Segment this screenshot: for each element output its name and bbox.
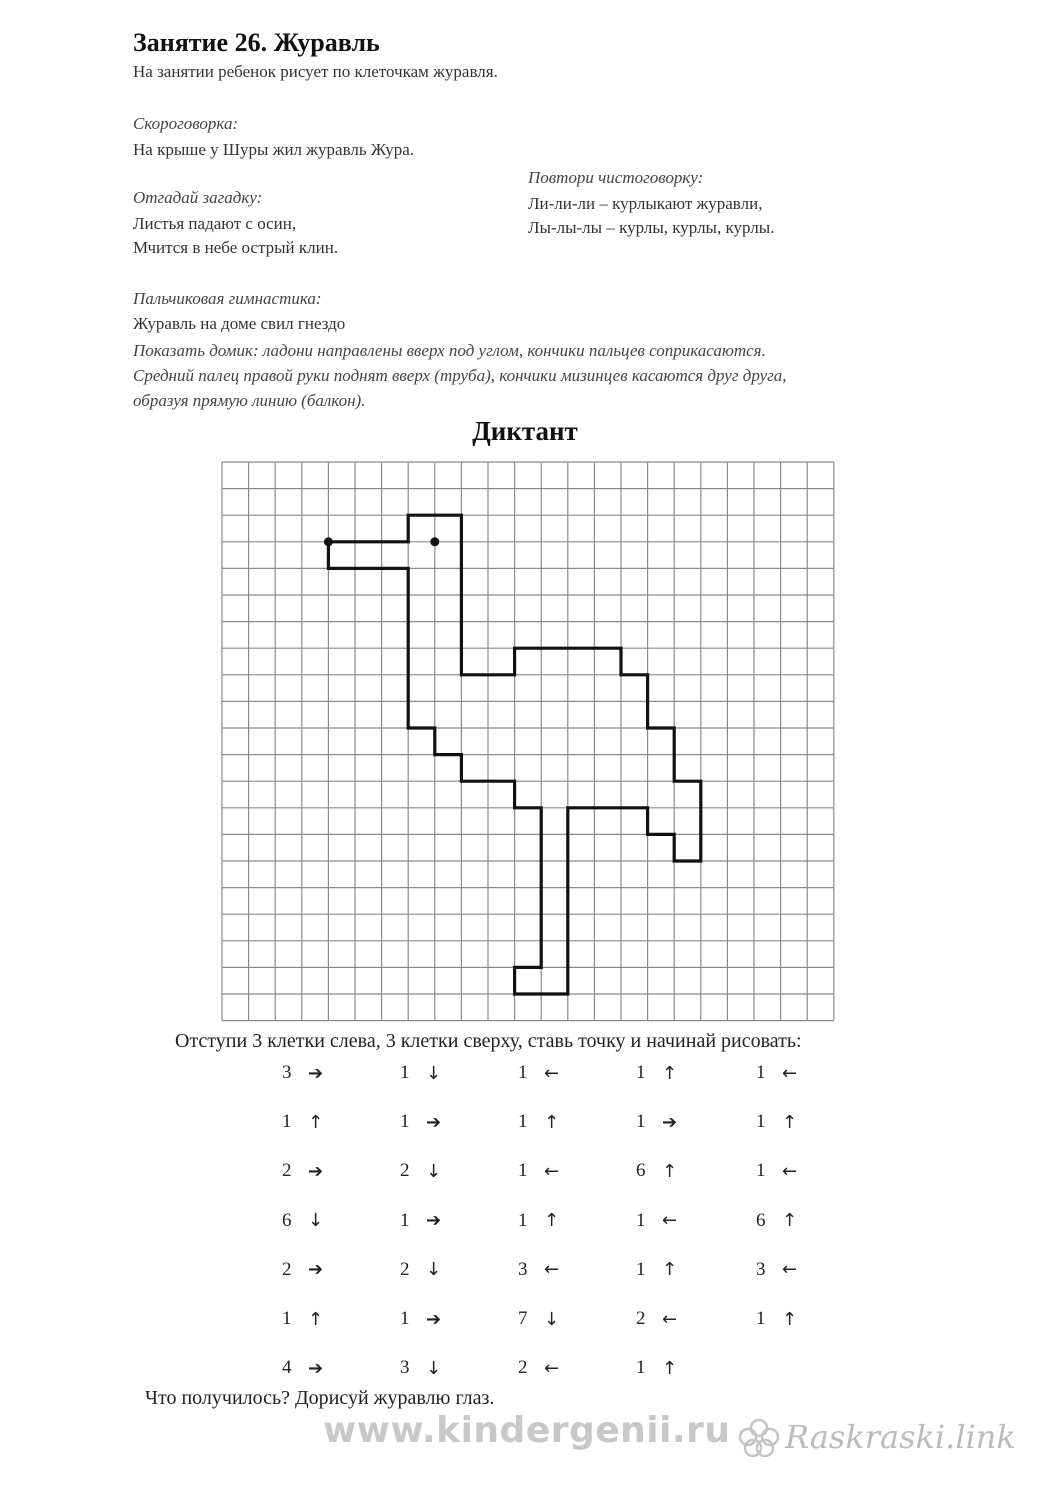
crane-eye [430, 537, 439, 546]
step-count: 1 [756, 1160, 766, 1182]
arrow-up-icon: ↑ [662, 1062, 678, 1084]
step-count: 1 [636, 1111, 646, 1133]
command-cell [636, 1062, 677, 1084]
step-count: 1 [518, 1111, 528, 1133]
step-count: 1 [636, 1209, 646, 1231]
arrow-up-icon: ↑ [308, 1111, 324, 1133]
arrow-left-icon: ← [782, 1160, 798, 1182]
command-cell [636, 1111, 677, 1133]
command-cell [636, 1357, 677, 1379]
command-cell [282, 1308, 323, 1330]
flower-logo-icon [735, 1417, 783, 1457]
command-cell [636, 1160, 677, 1182]
arrow-left-icon: ← [544, 1062, 560, 1084]
command-cell [282, 1259, 323, 1281]
command-cell [756, 1308, 797, 1330]
command-cell [282, 1160, 323, 1182]
step-count: 1 [518, 1062, 528, 1083]
step-count: 2 [282, 1258, 292, 1280]
page-title: Занятие 26. Журавль [133, 28, 380, 57]
finger-gym-label: Пальчиковая гимнастика: [133, 289, 322, 308]
subtitle: На занятии ребенок рисует по клеточкам журавля. [133, 62, 498, 81]
arrow-right-icon: ➔ [308, 1357, 324, 1379]
arrow-down-icon: ↓ [308, 1210, 324, 1232]
arrow-up-icon: ↑ [662, 1259, 678, 1281]
step-count: 1 [282, 1308, 292, 1329]
command-cell [518, 1259, 559, 1281]
command-cell [518, 1160, 559, 1182]
command-cell [400, 1160, 441, 1182]
step-count: 1 [400, 1209, 410, 1231]
arrow-right-icon: ➔ [426, 1111, 442, 1133]
arrow-down-icon: ↓ [426, 1062, 442, 1084]
step-count: 2 [636, 1308, 646, 1329]
arrow-down-icon: ↓ [426, 1259, 442, 1281]
riddle-line-1: Листья падают с осин, [133, 214, 297, 233]
watermark-kindergenii: www.kindergenii.ru [323, 1410, 731, 1451]
step-count: 2 [282, 1160, 292, 1182]
riddle-line-2: Мчится в небе острый клин. [133, 238, 339, 257]
arrow-right-icon: ➔ [662, 1111, 678, 1133]
arrow-right-icon: ➔ [308, 1259, 324, 1281]
step-count: 3 [400, 1357, 410, 1379]
command-cell [400, 1210, 441, 1232]
command-cell [282, 1062, 323, 1084]
arrow-up-icon: ↑ [662, 1357, 678, 1379]
arrow-up-icon: ↑ [782, 1111, 798, 1133]
step-count: 1 [756, 1062, 766, 1083]
step-count: 1 [756, 1111, 766, 1133]
arrow-up-icon: ↑ [544, 1111, 560, 1133]
command-cell [636, 1259, 677, 1281]
step-count: 2 [518, 1357, 528, 1379]
command-cell [518, 1210, 559, 1232]
command-cell [400, 1259, 441, 1281]
command-cell [756, 1160, 797, 1182]
command-cell [400, 1308, 441, 1330]
step-count: 6 [282, 1209, 292, 1231]
finger-gym-instruction-1: Показать домик: ладони направлены вверх под углом, кончики пальцев соприкасаются. [133, 341, 766, 360]
step-count: 1 [636, 1258, 646, 1280]
finger-gym-instruction-3: образуя прямую линию (балкон). [133, 391, 366, 410]
step-count: 2 [400, 1160, 410, 1182]
step-count: 1 [518, 1209, 528, 1231]
arrow-left-icon: ← [662, 1210, 678, 1232]
arrow-left-icon: ← [662, 1308, 678, 1330]
dictation-title: Диктант [472, 416, 578, 446]
command-cell [756, 1210, 797, 1232]
step-count: 4 [282, 1357, 292, 1379]
step-count: 1 [282, 1111, 292, 1133]
command-cell [756, 1062, 797, 1084]
step-count: 1 [400, 1111, 410, 1133]
arrow-down-icon: ↓ [426, 1357, 442, 1379]
command-cell [400, 1357, 441, 1379]
step-count: 6 [756, 1209, 766, 1231]
step-count: 6 [636, 1160, 646, 1182]
step-count: 1 [756, 1308, 766, 1329]
final-question: Что получилось? Дорисуй журавлю глаз. [145, 1387, 495, 1409]
dictation-instruction: Отступи 3 клетки слева, 3 клетки сверху, ставь точку и начинай рисовать: [175, 1030, 802, 1052]
start-point [324, 537, 333, 546]
step-count: 1 [518, 1160, 528, 1182]
step-count: 3 [282, 1062, 292, 1083]
command-cell [636, 1308, 677, 1330]
command-cell [518, 1308, 559, 1330]
command-cell [400, 1062, 441, 1084]
command-cell [636, 1210, 677, 1232]
command-cell [282, 1210, 323, 1232]
arrow-up-icon: ↑ [544, 1210, 560, 1232]
arrow-left-icon: ← [544, 1357, 560, 1379]
step-count: 1 [400, 1308, 410, 1329]
tongue-twister-label: Скороговорка: [133, 114, 239, 133]
arrow-right-icon: ➔ [308, 1062, 324, 1084]
step-count: 3 [756, 1258, 766, 1280]
arrow-up-icon: ↑ [308, 1308, 324, 1330]
pure-phrase-line-1: Ли-ли-ли – курлыкают журавли, [528, 194, 763, 213]
step-count: 3 [518, 1258, 528, 1280]
arrow-right-icon: ➔ [426, 1210, 442, 1232]
arrow-left-icon: ← [544, 1160, 560, 1182]
command-cell [400, 1111, 441, 1133]
step-count: 1 [636, 1062, 646, 1083]
riddle-label: Отгадай загадку: [133, 188, 263, 207]
pure-phrase-line-2: Лы-лы-лы – курлы, курлы, курлы. [528, 218, 775, 237]
step-count: 1 [636, 1357, 646, 1379]
arrow-right-icon: ➔ [308, 1160, 324, 1182]
arrow-up-icon: ↑ [662, 1160, 678, 1182]
arrow-right-icon: ➔ [426, 1308, 442, 1330]
arrow-left-icon: ← [782, 1259, 798, 1281]
command-cell [518, 1111, 559, 1133]
arrow-down-icon: ↓ [426, 1160, 442, 1182]
finger-gym-text: Журавль на доме свил гнездо [133, 314, 346, 333]
watermark-raskraski: Raskraski.link [785, 1418, 1016, 1456]
command-cell [518, 1062, 559, 1084]
arrow-up-icon: ↑ [782, 1308, 798, 1330]
tongue-twister-text: На крыше у Шуры жил журавль Жура. [133, 140, 415, 159]
arrow-down-icon: ↓ [544, 1308, 560, 1330]
finger-gym-instruction-2: Средний палец правой руки поднят вверх (труба), кончики мизинцев касаются друг друга, [133, 366, 787, 385]
arrow-up-icon: ↑ [782, 1210, 798, 1232]
command-cell [756, 1259, 797, 1281]
step-count: 7 [518, 1308, 528, 1329]
command-cell [518, 1357, 559, 1379]
pure-phrase-label: Повтори чистоговорку: [528, 168, 704, 187]
command-cell [282, 1357, 323, 1379]
step-count: 2 [400, 1258, 410, 1280]
command-cell [756, 1111, 797, 1133]
step-count: 1 [400, 1062, 410, 1083]
arrow-left-icon: ← [782, 1062, 798, 1084]
command-cell [282, 1111, 323, 1133]
arrow-left-icon: ← [544, 1259, 560, 1281]
